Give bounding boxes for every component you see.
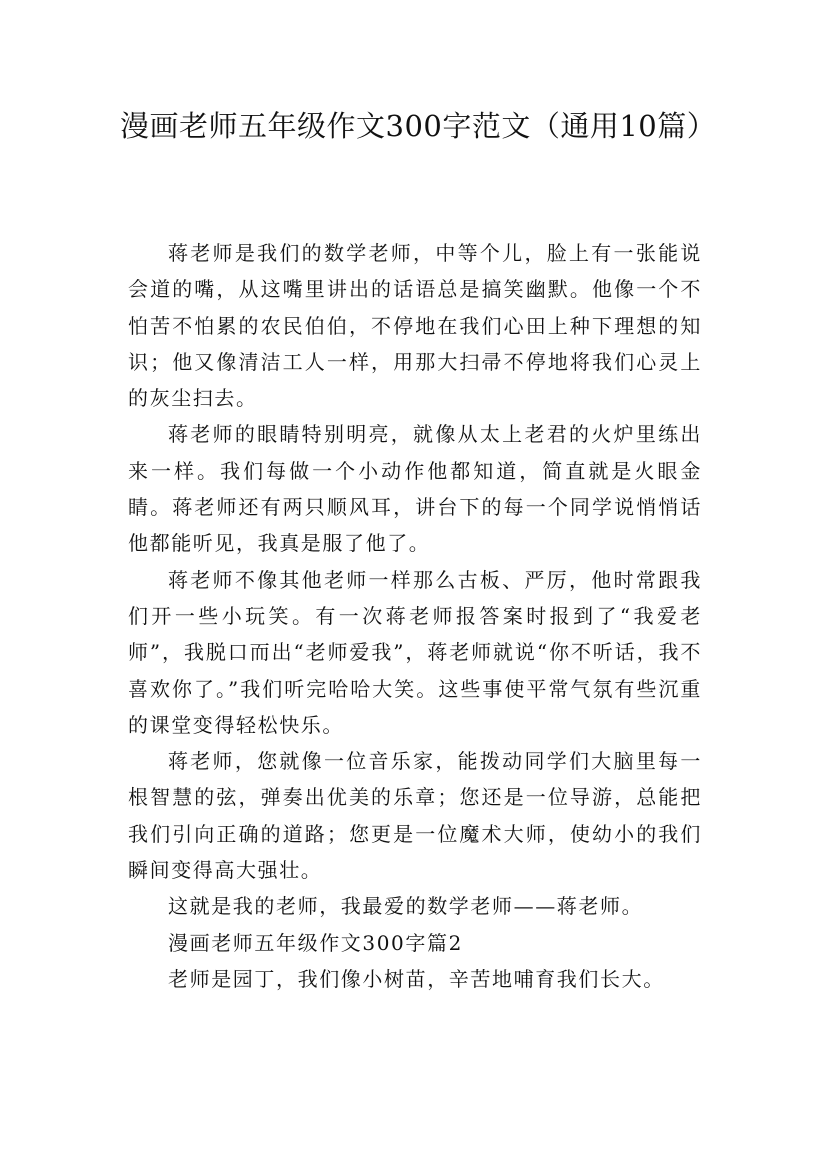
paragraph: 蒋老师是我们的数学老师，中等个儿，脸上有一张能说会道的嘴，从这嘴里讲出的话语总是搞笑幽默。他像一个不怕苦不怕累的农民伯伯，不停地在我们心田上种下理想的知识；他又像清洁工人一样，用那大扫帚不停地将我们心灵上的灰尘扫去。 bbox=[128, 241, 702, 411]
paragraph: 蒋老师的眼睛特别明亮，就像从太上老君的火炉里练出来一样。我们每做一个小动作他都知道，简直就是火眼金睛。蒋老师还有两只顺风耳，讲台下的每一个同学说悄悄话他都能听见，我真是服了他了。 bbox=[128, 422, 702, 556]
document-body bbox=[128, 235, 702, 997]
paragraph: 蒋老师，您就像一位音乐家，能拨动同学们大脑里每一根智慧的弦，弹奏出优美的乐章；您还是一位导游，总能把我们引向正确的道路；您更是一位魔术大师，使幼小的我们瞬间变得高大强壮。 bbox=[128, 749, 702, 883]
section-heading: 漫画老师五年级作文300字篇2 bbox=[168, 930, 463, 955]
paragraph: 这就是我的老师，我最爱的数学老师——蒋老师。 bbox=[168, 894, 644, 919]
document-title: 漫画老师五年级作文300字范文（通用10篇） bbox=[120, 109, 717, 143]
paragraph: 蒋老师不像其他老师一样那么古板、严厉，他时常跟我们开一些小玩笑。有一次蒋老师报答案时报到了“我爱老师”，我脱口而出“老师爱我”，蒋老师就说“你不听话，我不喜欢你了。”我们听完哈哈大笑。这些事使平常气氛有些沉重的课堂变得轻松快乐。 bbox=[128, 567, 702, 737]
paragraph: 老师是园丁，我们像小树苗，辛苦地哺育我们长大。 bbox=[168, 966, 665, 991]
